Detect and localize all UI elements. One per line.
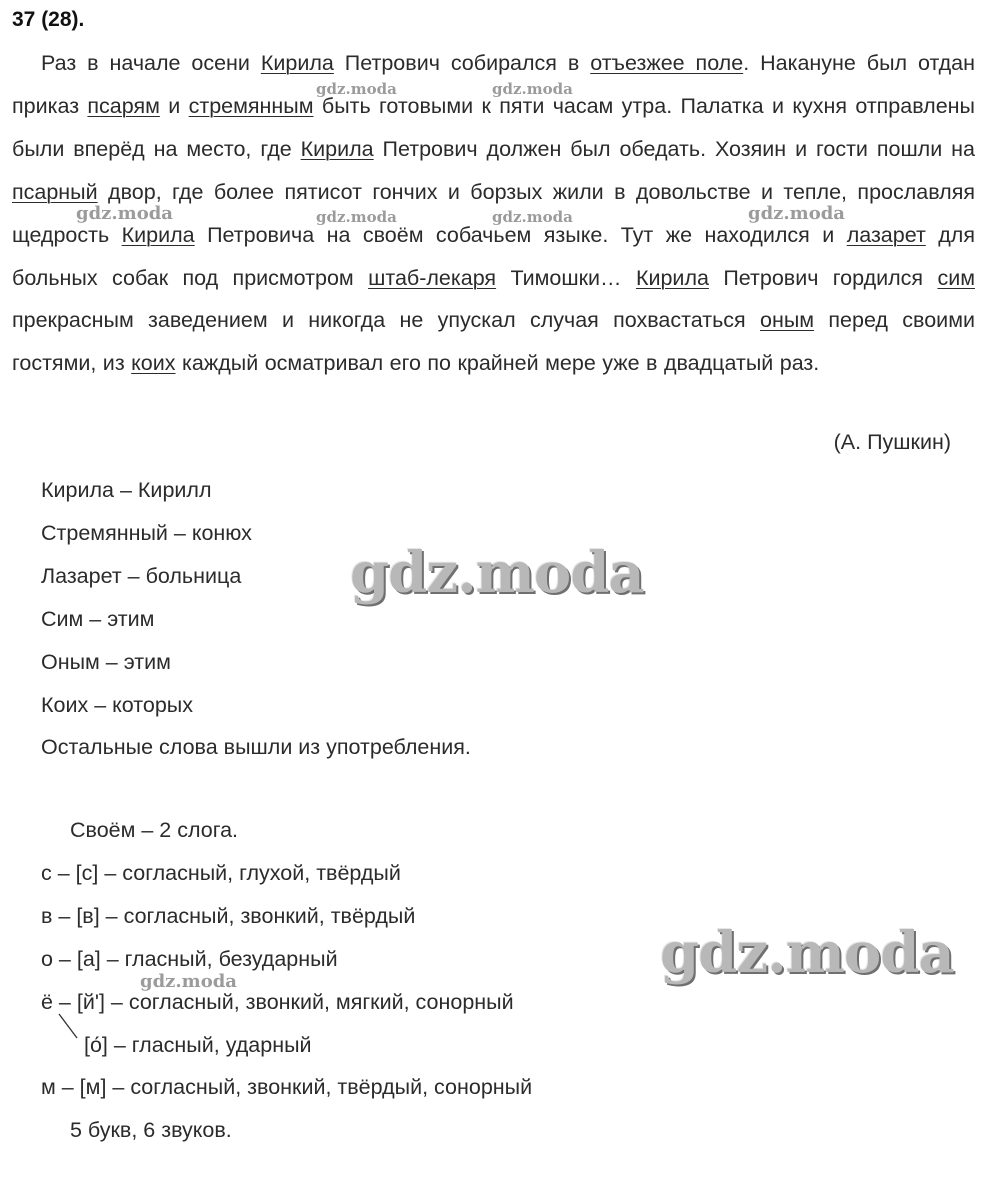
watermark: gdz.moda [316, 208, 397, 226]
watermark: gdz.moda [660, 920, 954, 986]
glossary-item: Коих – которых [41, 692, 194, 717]
text-fragment: перед своими гостями, из [12, 308, 975, 376]
underlined-word: псарям [87, 93, 160, 118]
watermark: gdz.moda [748, 203, 845, 224]
text-fragment: Петрович собирался в [333, 51, 591, 75]
author-attribution: (А. Пушкин) [833, 430, 951, 454]
analysis-line: м – [м] – согласный, звонкий, твёрдый, сонорный [41, 1075, 533, 1100]
watermark: gdz.moda [140, 971, 237, 992]
text-fragment: быть готовыми к пяти часам утра. Палатка и кухня отправлены были вперёд на место, где [12, 93, 975, 161]
text-fragment: и [159, 93, 189, 118]
text-fragment: Раз в начале осени [41, 51, 261, 75]
text-fragment: Петрович гордился [708, 265, 938, 290]
glossary-note: Остальные слова вышли из употребления. [41, 735, 471, 760]
underlined-word: лазарет [846, 222, 926, 247]
underlined-word: сим [937, 265, 975, 290]
glossary-item: Кирила – Кирилл [41, 478, 212, 502]
underlined-word: псарный [12, 179, 98, 204]
glossary-item: Оным – этим [41, 649, 171, 674]
underlined-word: штаб-лекаря [368, 265, 497, 290]
underlined-word: отъезжее поле [590, 51, 744, 75]
glossary-item: Сим – этим [41, 606, 155, 631]
glossary-item: Лазарет – больница [41, 563, 242, 588]
watermark: gdz.moda [76, 203, 173, 224]
text-fragment: Тимошки… [496, 265, 636, 290]
text-fragment: . Накануне был отдан приказ [12, 51, 975, 118]
underlined-word: Кирила [635, 265, 709, 290]
glossary-item: Стремянный – конюх [41, 520, 252, 545]
text-fragment: прекрасным заведением и никогда не упускал случая похвастаться [12, 308, 760, 333]
text-fragment: для больных собак под присмотром [12, 222, 975, 290]
analysis-summary: 5 букв, 6 звуков. [70, 1118, 232, 1143]
glossary-list [41, 469, 471, 769]
text-fragment: каждый осматривал его по крайней мере уже в двадцатый раз. [175, 351, 820, 376]
watermark: gdz.moda [492, 208, 573, 226]
analysis-line: [о́] – гласный, ударный [84, 1032, 312, 1057]
analysis-line: с – [с] – согласный, глухой, твёрдый [41, 860, 401, 885]
watermark: gdz.moda [350, 540, 644, 606]
analysis-title: Своём – 2 слога. [70, 818, 239, 842]
underlined-word: стремянным [188, 93, 314, 118]
literary-text [12, 42, 975, 385]
analysis-line: в – [в] – согласный, звонкий, твёрдый [41, 903, 416, 928]
text-fragment: Петровича на своём собачьем языке. Тут же находился и [194, 222, 847, 247]
underlined-word: Кирила [121, 222, 195, 247]
analysis-line: ё – [й'] – согласный, звонкий, мягкий, сонорный [41, 989, 514, 1014]
phonetic-analysis [41, 809, 532, 1152]
analysis-line: о – [а] – гласный, безударный [41, 946, 338, 971]
text-fragment: двор, где более пятисот гончих и борзых жили в довольстве и тепле, прославляя щедрость [12, 179, 975, 247]
branch-line [57, 1012, 81, 1042]
exercise-number: 37 (28). [12, 8, 85, 31]
underlined-word: Кирила [300, 136, 374, 161]
underlined-word: коих [131, 351, 176, 376]
text-fragment: Петрович должен был обедать. Хозяин и гости пошли на [373, 136, 975, 161]
underlined-word: оным [760, 308, 815, 333]
underlined-word: Кирила [260, 51, 334, 75]
watermark: gdz.moda [316, 80, 397, 98]
watermark: gdz.moda [492, 80, 573, 98]
